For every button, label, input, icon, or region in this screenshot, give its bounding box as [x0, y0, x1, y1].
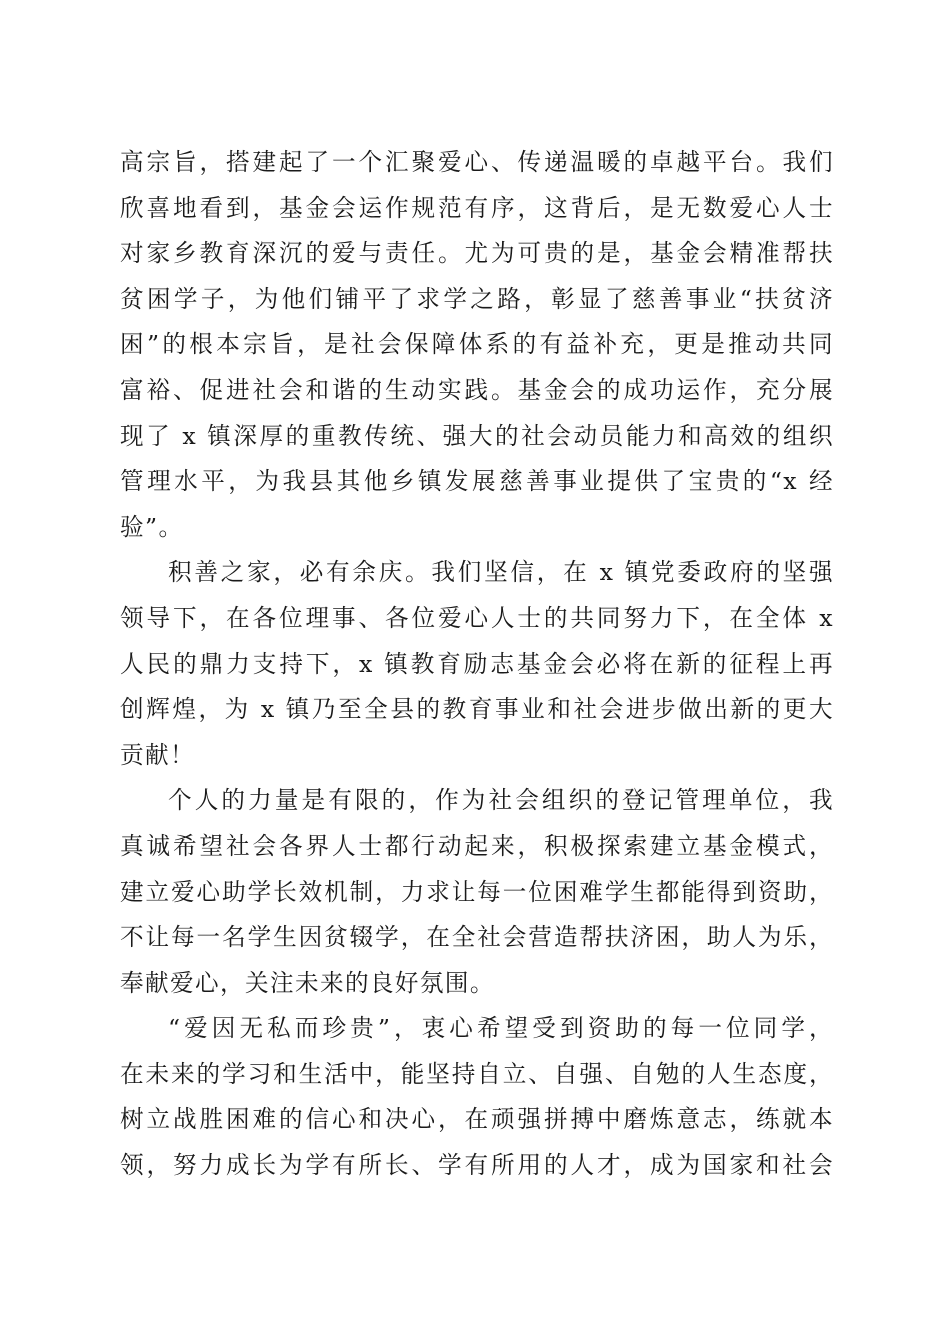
- text-line: 建立爱心助学长效机制，力求让每一位困难学生都能得到资助，: [120, 877, 834, 906]
- body-text: [120, 140, 834, 1189]
- text-line: 领，努力成长为学有所长、学有所用的人才，成为国家和社会: [120, 1151, 834, 1180]
- text-line: 不让每一名学生因贫辍学，在全社会营造帮扶济困，助人为乐，: [120, 923, 834, 952]
- text-line: “爱因无私而珍贵”，衷心希望受到资助的每一位同学，: [168, 1014, 834, 1043]
- text-line: 创辉煌，为 x 镇乃至全县的教育事业和社会进步做出新的更大: [120, 695, 834, 724]
- text-line: 管理水平，为我县其他乡镇发展慈善事业提供了宝贵的“x 经: [120, 467, 834, 496]
- text-line: 验”。: [120, 512, 184, 541]
- text-line: 现了 x 镇深厚的重教传统、强大的社会动员能力和高效的组织: [120, 421, 834, 450]
- text-line: 欣喜地看到，基金会运作规范有序，这背后，是无数爱心人士: [120, 193, 834, 222]
- text-line: 困”的根本宗旨，是社会保障体系的有益补充，更是推动共同: [120, 330, 834, 359]
- text-line: 真诚希望社会各界人士都行动起来，积极探索建立基金模式，: [120, 831, 834, 860]
- text-line: 奉献爱心，关注未来的良好氛围。: [120, 968, 495, 997]
- paragraph-2: [120, 550, 834, 778]
- paragraph-4: [120, 1006, 834, 1188]
- paragraph-3: [120, 778, 834, 1006]
- text-line: 个人的力量是有限的，作为社会组织的登记管理单位，我: [168, 786, 834, 815]
- text-line: 在未来的学习和生活中，能坚持自立、自强、自勉的人生态度，: [120, 1059, 834, 1088]
- text-line: 贡献！: [120, 740, 195, 769]
- text-line: 积善之家，必有余庆。我们坚信，在 x 镇党委政府的坚强: [168, 558, 834, 587]
- text-line: 富裕、促进社会和谐的生动实践。基金会的成功运作，充分展: [120, 375, 834, 404]
- text-line: 树立战胜困难的信心和决心，在顽强拼搏中磨炼意志，练就本: [120, 1105, 834, 1134]
- text-line: 贫困学子，为他们铺平了求学之路，彰显了慈善事业“扶贫济: [120, 284, 834, 313]
- text-line: 高宗旨，搭建起了一个汇聚爱心、传递温暖的卓越平台。我们: [120, 148, 834, 176]
- text-line: 人民的鼎力支持下，x 镇教育励志基金会必将在新的征程上再: [120, 649, 834, 678]
- text-line: 领导下，在各位理事、各位爱心人士的共同努力下，在全体 x: [120, 603, 834, 632]
- text-line: 对家乡教育深沉的爱与责任。尤为可贵的是，基金会精准帮扶: [120, 239, 834, 268]
- paragraph-1: [120, 140, 834, 550]
